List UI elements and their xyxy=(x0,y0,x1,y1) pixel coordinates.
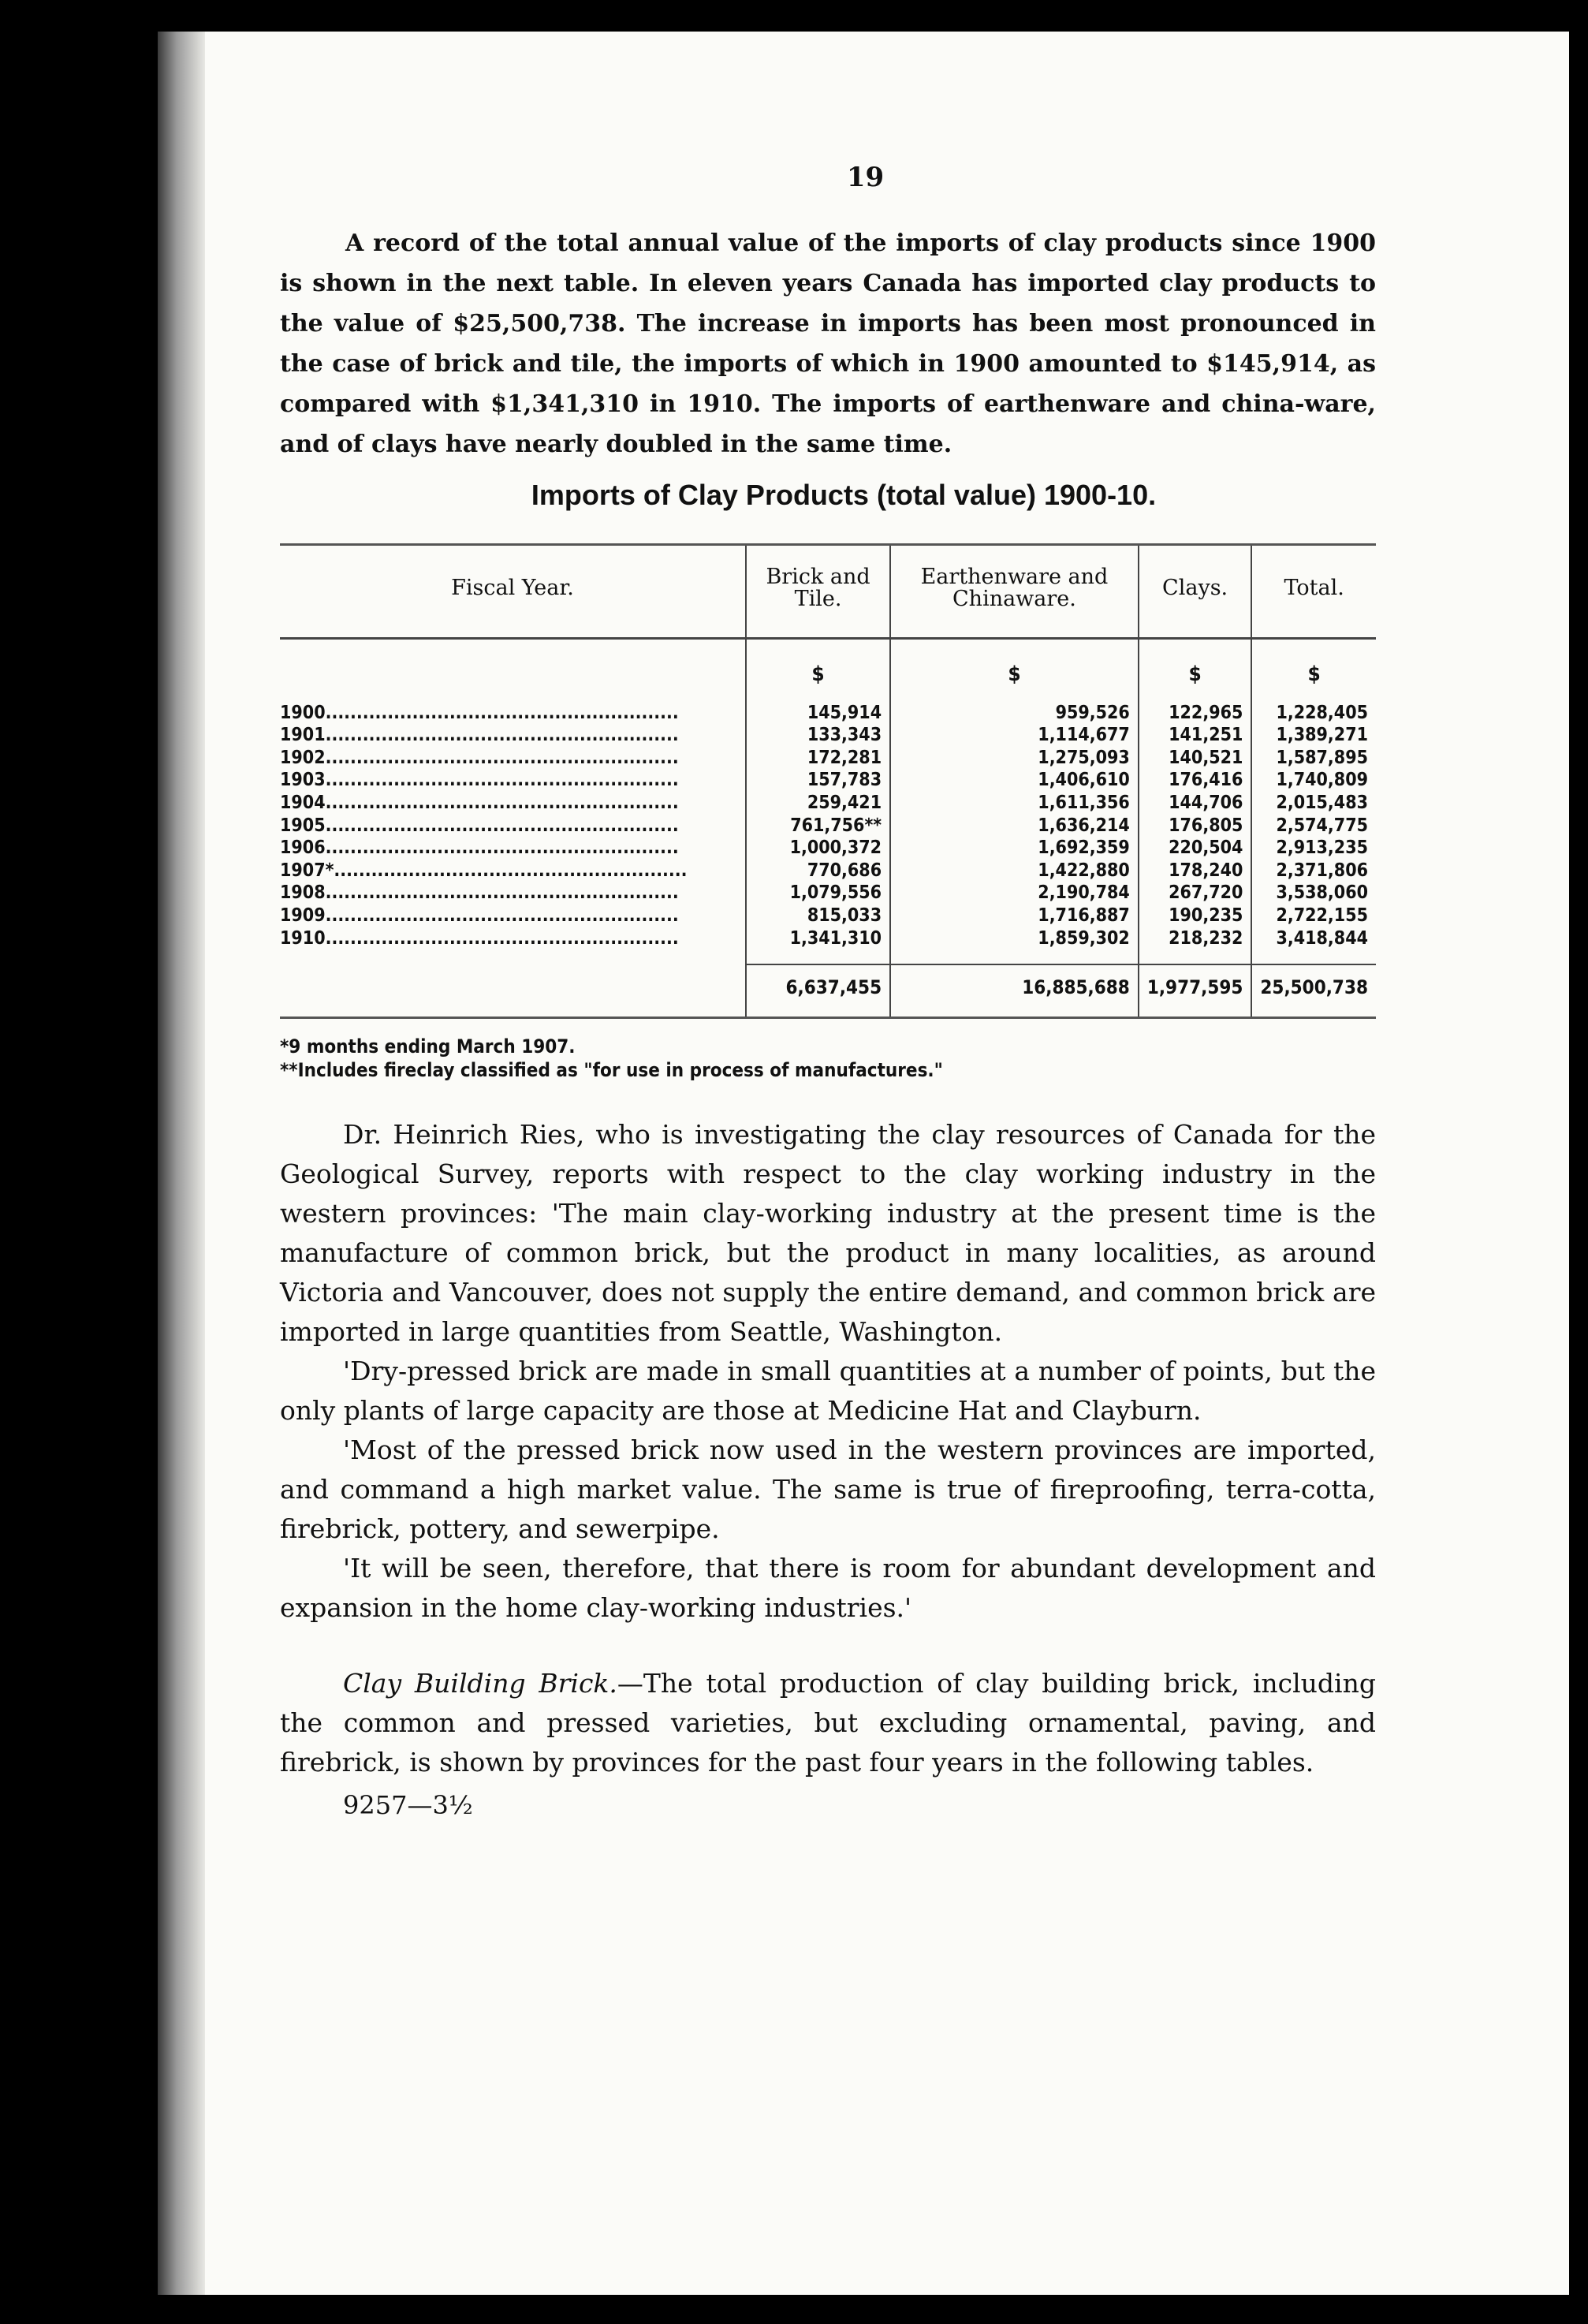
total-clays: 1,977,595 xyxy=(1139,964,1252,1017)
printer-signature: 9257—3½ xyxy=(343,1789,473,1820)
header-total: Total. xyxy=(1251,545,1376,639)
paragraph: 'It will be seen, therefore, that there is room for abundant development and expansion in the home clay-working industries.' xyxy=(280,1552,1376,1623)
header-fiscal-year: Fiscal Year. xyxy=(280,545,746,639)
header-earthenware: Earthenware and Chinaware. xyxy=(890,545,1139,639)
footnotes xyxy=(280,1035,1376,1082)
page-content xyxy=(280,162,1376,1825)
paragraph: Dr. Heinrich Ries, who is investigating the clay resources of Canada for the Geological Survey, reports with respect to the clay working industry in the western provinces: 'The main clay-working industry at the present time is the manufacture of common brick, but the product in many localities, as around Victoria and Vancouver, does not supply the entire demand, and common brick are imported in large quantities from Seattle, Washington. xyxy=(280,1118,1376,1347)
total-brick: 6,637,455 xyxy=(746,964,890,1017)
footnote: *9 months ending March 1907. xyxy=(280,1035,576,1058)
table-row: 1900......................................................... 145,914 959,526 122,965 1,228,405 xyxy=(280,702,1376,725)
body-text xyxy=(280,1115,1376,1825)
header-brick-tile: Brick and Tile. xyxy=(746,545,890,639)
unit-row: $ $ $ $ xyxy=(280,639,1376,702)
table-row: 1902......................................................... 172,281 1,275,093 140,521 1,587,895 xyxy=(280,747,1376,770)
clay-building-brick-paragraph xyxy=(280,1664,1376,1782)
table-row: 1909......................................................... 815,033 1,716,887 190,235 2,722,155 xyxy=(280,905,1376,927)
table-title: Imports of Clay Products (total value) 1900-10. xyxy=(531,479,1157,511)
table-row: 1906......................................................... 1,000,372 1,692,359 220,504 2,913,235 xyxy=(280,837,1376,860)
paragraph: 'Most of the pressed brick now used in the western provinces are imported, and command a high market value. The same is true of fireproofing, terra-cotta, firebrick, pottery, and sewerpipe. xyxy=(280,1434,1376,1544)
paragraph: 'Dry-pressed brick are made in small quantities at a number of points, but the only plants of large capacity are those at Medicine Hat and Clayburn. xyxy=(280,1355,1376,1426)
table-row: 1903......................................................... 157,783 1,406,610 176,416 1,740,809 xyxy=(280,769,1376,792)
header-clays: Clays. xyxy=(1139,545,1252,639)
footnote: **Includes fireclay classified as "for use in process of manufactures." xyxy=(280,1058,943,1081)
section-text: —The total production of clay building brick, including the common and pressed varieties, but excluding ornamental, paving, and firebrick, is shown by provinces for the past four years in the following tables. xyxy=(280,1667,1376,1778)
table-row: 1901......................................................... 133,343 1,114,677 141,251 1,389,271 xyxy=(280,724,1376,747)
table-row: 1907*......................................................... 770,686 1,422,880 178,240 2,371,806 xyxy=(280,860,1376,882)
table-row: 1905......................................................... 761,756** 1,636,214 176,805 2,574,775 xyxy=(280,815,1376,837)
section-heading: Clay Building Brick. xyxy=(343,1667,617,1699)
table-row: 1910......................................................... 1,341,310 1,859,302 218,232 3,418,844 xyxy=(280,927,1376,965)
page-number: 19 xyxy=(846,162,885,193)
total-grand: 25,500,738 xyxy=(1251,964,1376,1017)
imports-table xyxy=(280,543,1376,1019)
intro-paragraph: A record of the total annual value of the imports of clay products since 1900 is shown in the next table. In eleven years Canada has imported clay products to the value of $25,500,738. The increase in imports has been most pronounced in the case of brick and tile, the imports of which in 1900 amounted to $145,914, as compared with $1,341,310 in 1910. The imports of earthenware and china-ware, and of clays have nearly doubled in the same time. xyxy=(280,229,1376,458)
table-row: 1904......................................................... 259,421 1,611,356 144,706 2,015,483 xyxy=(280,792,1376,815)
total-earthenware: 16,885,688 xyxy=(890,964,1139,1017)
table-row: 1908......................................................... 1,079,556 2,190,784 267,720 3,538,060 xyxy=(280,882,1376,905)
book-gutter xyxy=(158,32,205,2295)
totals-row xyxy=(280,964,1376,1017)
